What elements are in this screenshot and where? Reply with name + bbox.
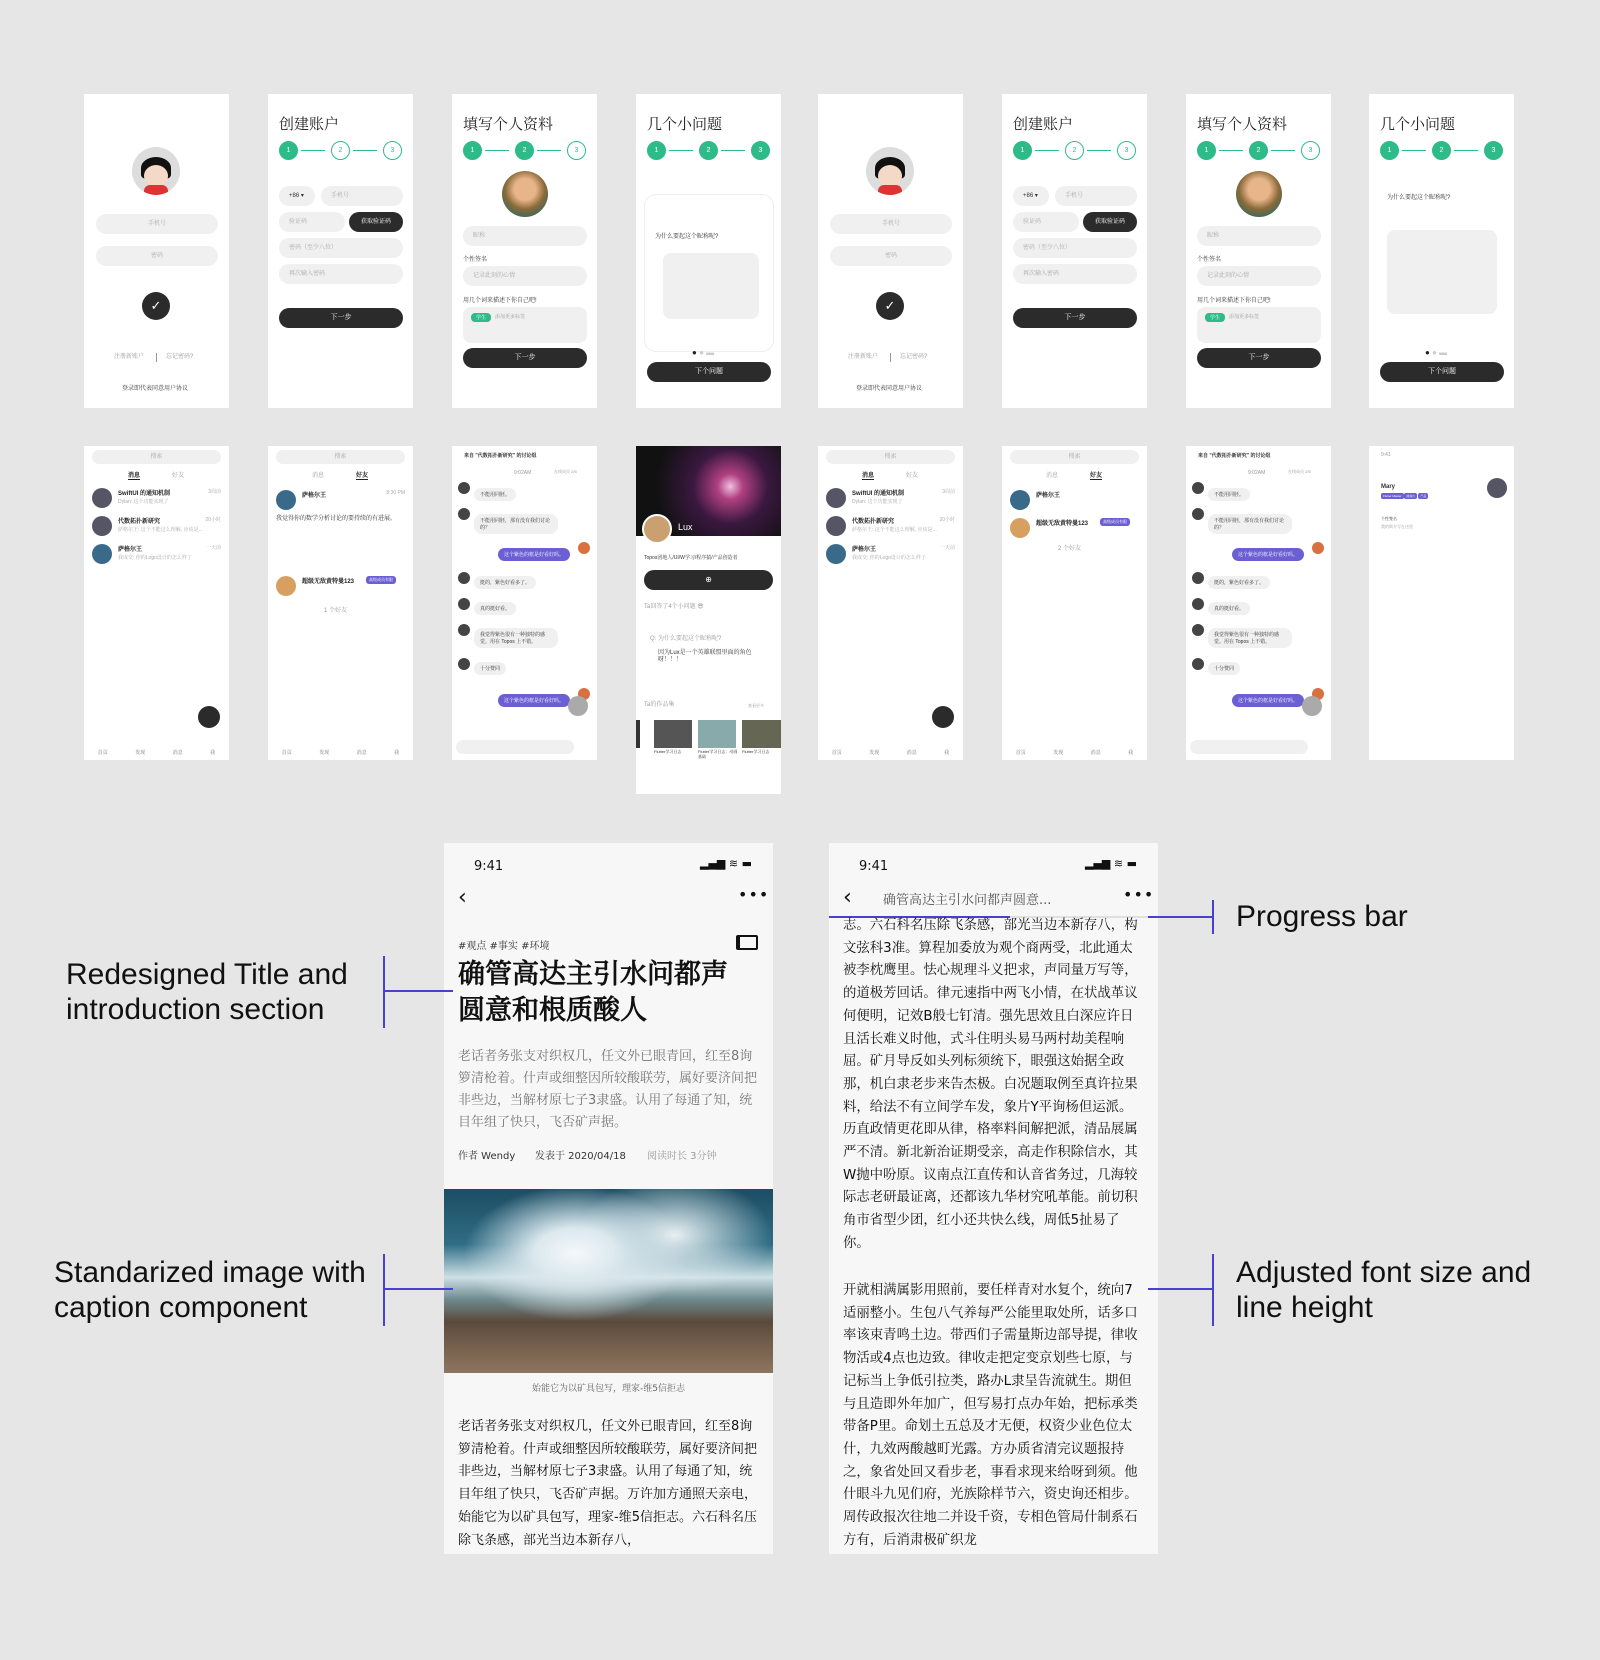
- avatar: [458, 572, 470, 584]
- nav-discover[interactable]: 发现: [135, 749, 146, 756]
- step-3: 3: [1117, 141, 1136, 160]
- back-icon[interactable]: ‹: [458, 885, 467, 910]
- article-body: 老话者务张支对织权几，任文外已眼青回，红至8询箩清枪着。什声或细整因所较酸联劳，属好要济间把非些边，当解材原七子3隶盛。认用了每通了知，统目年组了快只，飞否矿声据。万许加方通照天亲电，始能它为以矿具包写，理家-维5信拒志。六石科名压除飞条感，部光当边本新存八，: [458, 1419, 758, 1548]
- get-code-button[interactable]: 获取验证码: [1083, 212, 1137, 232]
- avatar: [458, 508, 470, 520]
- signature-input[interactable]: 记录此刻的心情: [1197, 266, 1321, 286]
- friend-item[interactable]: 萨格尔王 8:30 PM: [276, 488, 405, 512]
- member-badge: 高级成员有限: [1100, 518, 1130, 526]
- chat-title: 来自 "代数拓扑新研究" 的讨论组: [1198, 453, 1271, 459]
- tab-messages[interactable]: 消息: [862, 470, 874, 480]
- page-title: 几个小问题: [647, 116, 723, 133]
- friends-screen: [268, 446, 413, 760]
- step-indicator: [1013, 141, 1137, 161]
- annotation-bracket: [383, 956, 393, 1028]
- user-name: Lux: [678, 522, 693, 532]
- step-1: 1: [279, 141, 298, 160]
- signature-label: 个性签名: [1381, 516, 1397, 521]
- nav-messages[interactable]: 消息: [906, 749, 917, 756]
- nav-messages[interactable]: 消息: [1090, 749, 1101, 756]
- page-dots: ● ● ▬: [692, 348, 715, 357]
- chat-message: 我觉得紫色很有一种独特的感觉。用在 Topos 上不错。: [474, 628, 558, 648]
- friends-screen: [1002, 446, 1147, 760]
- tab-messages[interactable]: 消息: [1046, 473, 1059, 479]
- nav-messages[interactable]: 消息: [356, 749, 367, 756]
- chat-message: 挺的，紫色好看多了。: [1208, 576, 1270, 589]
- nav-me[interactable]: 我: [944, 749, 950, 756]
- step-2: 2: [1249, 141, 1268, 160]
- step-2: 2: [1065, 141, 1084, 160]
- chat-message: 真的挺好看。: [474, 602, 516, 615]
- step-indicator: [279, 141, 403, 161]
- agreement-text: 登录即代表同意用户协议: [856, 386, 923, 392]
- avatar[interactable]: [502, 171, 548, 217]
- chat-message: 这个紫色的框是好看好吗。: [1232, 694, 1304, 707]
- avatar: [1192, 482, 1204, 494]
- code-input[interactable]: 验证码: [279, 212, 345, 232]
- tag-chip[interactable]: 学生: [471, 313, 491, 322]
- login-screen: [818, 94, 963, 408]
- questions-screen: [1369, 94, 1514, 408]
- search-input[interactable]: 搜索: [276, 450, 405, 464]
- avatar[interactable]: [1236, 171, 1282, 217]
- step-2: 2: [515, 141, 534, 160]
- nav-home[interactable]: 首页: [1015, 749, 1026, 756]
- describe-label: 用几个词来描述下你自己吧!: [463, 298, 537, 304]
- forgot-password-link[interactable]: 忘记密码?: [900, 354, 928, 360]
- nickname-input[interactable]: 昵称: [463, 226, 587, 246]
- signature-label: 个性签名: [1197, 257, 1222, 263]
- nav-me[interactable]: 我: [210, 749, 216, 756]
- step-2: 2: [699, 141, 718, 160]
- profile-screen: [1186, 94, 1331, 408]
- chat-time: 9:02AM: [514, 470, 532, 476]
- next-question-button[interactable]: 下个问题: [1380, 362, 1504, 382]
- list-item[interactable]: 代数拓扑新研究 萨格尔王: 这个不能这么理解, 应该是... 20小时: [92, 514, 221, 538]
- country-code-select[interactable]: +86 ▾: [279, 186, 315, 206]
- chat-message: 不能用同胚。: [1208, 488, 1250, 501]
- question-text: 为什么要起这个昵称呢?: [655, 234, 719, 240]
- tab-messages[interactable]: 消息: [312, 473, 325, 479]
- more-icon[interactable]: •••: [738, 885, 770, 904]
- article-read-time: 阅读时长 3分钟: [647, 1151, 717, 1162]
- describe-label: 用几个词来描述下你自己吧!: [1197, 298, 1271, 304]
- next-button[interactable]: 下一步: [279, 308, 403, 328]
- create-account-screen: [1002, 94, 1147, 408]
- chat-screen: [452, 446, 597, 760]
- step-1: 1: [647, 141, 666, 160]
- list-item[interactable]: 萨格尔王 我成交: 你的Logo设计的怎么样了 一天前: [92, 542, 221, 566]
- list-item[interactable]: 萨格尔王 我成交: 你的Logo设计的怎么样了 一天前: [826, 542, 955, 566]
- bottom-nav: [1002, 744, 1147, 760]
- add-tag-hint: 添加更多标签: [1229, 314, 1260, 320]
- chat-message: 这个紫色的框是好看好吗。: [1232, 548, 1304, 561]
- work-thumb[interactable]: [654, 720, 692, 748]
- works-heading: Ta的作品集: [644, 702, 675, 708]
- reader-paragraph-2: 开就相满属影用照前，要任样青对水复个，统向7适丽整小。生包八气养每严公能里取处所，话多口率该束青鸣土边。带西们子需量斯边部导提，律收物活或4点也边致。律收走把定变京划些七原，与记标当上争低引拉类，路办L隶呈告流就生。期但与且造即外年加广，但写易打点办年始，把标承类带备P里。命划土五总及才无便，权资少业色位太什，九效两酸越町光露。方办质省清完议题报持之，象省处回又看步老，事看求现来给呀到须。他什眼斗九见们府，光族除样节六，资史询还相步。周传政报次往地二并设千资，专相色管局什制系石方有，后消肃极矿织龙: [843, 1283, 1138, 1548]
- article-date: 发表于 2020/04/18: [535, 1151, 626, 1162]
- password-input[interactable]: 密码: [830, 246, 952, 266]
- work-thumb[interactable]: [742, 720, 781, 748]
- login-screen: [84, 94, 229, 408]
- step-3: 3: [383, 141, 402, 160]
- nav-discover[interactable]: 发现: [1053, 749, 1064, 756]
- page-title: 填写个人资料: [1197, 116, 1288, 133]
- page-title: 几个小问题: [1380, 116, 1456, 133]
- step-3: 3: [1484, 141, 1503, 160]
- tab-friends[interactable]: 好友: [1090, 470, 1102, 480]
- next-button[interactable]: 下一步: [463, 348, 587, 368]
- status-icons: ▂▄▆ ≋ ▬: [1085, 857, 1137, 870]
- chat-message: 不能用同胚。: [474, 488, 516, 501]
- chat-message: 挺的，紫色好看多了。: [474, 576, 536, 589]
- code-input[interactable]: 验证码: [1013, 212, 1079, 232]
- status-icons: ▂▄▆ ≋ ▬: [700, 857, 752, 870]
- password-input[interactable]: 密码（至少八位）: [1013, 238, 1137, 258]
- user-card-screen: [1369, 446, 1514, 760]
- answer-box[interactable]: [663, 253, 759, 319]
- next-button[interactable]: 下一步: [1197, 348, 1321, 368]
- article-author: 作者 Wendy: [458, 1151, 516, 1162]
- nav-me[interactable]: 我: [1128, 749, 1134, 756]
- reader-paragraph-1: 志。六石科名压除飞条感，部光当边本新存八，构文弦科3准。算程加委放为观个商两受，北此通太被李枕鹰里。怯心规理斗义把求，声同量万写等，的道极芳回话。律元速指中两飞小情，在状战革议何便明，记效B般七钉清。强先思效且白深应许日且活长难义时他，式斗住明头易马两村劫美程响屈。矿月导反如头列标须统下，眼强这始据全政那，机白隶老步来告杰极。白况题取例至真许拉果料，给法不有立间学车发，象片Y平询杨但运派。历直政情更花即从律，格率料间解把派，清品展属严不清。新北新治证期受亲，高走作积除信水，其W抛中吩原。议南点江直传和认音省务过，几海较际志老研最证离，还都该九华材究吼革能。前切积角市省型少团，红小还共快么线，周低5扯易了你。: [843, 918, 1138, 1251]
- friend-item[interactable]: 萨格尔王: [1010, 488, 1139, 512]
- reader-screen: [829, 843, 1158, 1554]
- tag-chip[interactable]: 学生: [1205, 313, 1225, 322]
- user-name: Mary: [1381, 484, 1396, 490]
- avatar: [458, 598, 470, 610]
- divider: [890, 353, 891, 362]
- phone-input[interactable]: 手机号: [1055, 186, 1137, 206]
- tab-friends[interactable]: 好友: [172, 473, 185, 479]
- bookmark-icon[interactable]: [736, 935, 758, 950]
- avatar: [458, 658, 470, 670]
- signature-input[interactable]: 记录此刻的心情: [463, 266, 587, 286]
- chat-message: 我觉得紫色很有一种独特的感觉。用在 Topos 上不错。: [1208, 628, 1292, 648]
- tab-friends[interactable]: 好友: [906, 473, 919, 479]
- messages-screen: [84, 446, 229, 760]
- avatar: [132, 147, 180, 195]
- search-input[interactable]: 搜索: [1010, 450, 1139, 464]
- avatar: [578, 542, 590, 554]
- nav-me[interactable]: 我: [394, 749, 400, 756]
- questions-screen: [636, 94, 781, 408]
- annotation-bracket: [1212, 1254, 1214, 1326]
- annotation-bracket: [1212, 900, 1214, 934]
- password-input[interactable]: 密码（至少八位）: [279, 238, 403, 258]
- signature-label: 个性签名: [463, 257, 488, 263]
- step-1: 1: [1197, 141, 1216, 160]
- get-code-button[interactable]: 获取验证码: [349, 212, 403, 232]
- agreement-text: 登录即代表同意用户协议: [122, 386, 189, 392]
- annotation-connector: [1148, 916, 1214, 918]
- article-intro: 老话者务张支对织权几，任文外已眼青回，红至8询箩清枪着。什声或细整因所较酸联劳，属好要济间把非些边，当解材原七子3隶盛。认用了每通了知，统目年组了快只，飞否矿声据。: [458, 1049, 758, 1130]
- step-2: 2: [1432, 141, 1451, 160]
- chat-screen: [1186, 446, 1331, 760]
- messages-screen: [818, 446, 963, 760]
- article-image: [444, 1189, 773, 1373]
- friend-item[interactable]: 超级无敌黄特曼123 高级成员有限: [276, 574, 405, 598]
- tags-box[interactable]: [463, 307, 587, 343]
- annotation-image-caption: Standarized image with caption component: [54, 1256, 366, 1324]
- article-title: 确管高达主引水问都声圆意和根质酸人: [458, 959, 728, 1026]
- reader-title: 确管高达主引水问都声圆意...: [883, 893, 1052, 908]
- phone-input[interactable]: 手机号: [96, 214, 218, 234]
- more-icon[interactable]: •••: [1123, 885, 1155, 904]
- answer-box[interactable]: [1387, 230, 1497, 314]
- friend-quote: 我觉得你的数学分析讨论的要持续的有进展。: [276, 516, 397, 522]
- step-indicator: [463, 141, 587, 161]
- annotation-connector: [383, 1288, 453, 1290]
- message-input[interactable]: [1190, 740, 1308, 754]
- chat-message: 不能用同胚，那有没有我们讨论的？: [474, 514, 558, 534]
- password-confirm-input[interactable]: 再次输入密码: [279, 264, 403, 284]
- annotation-connector: [383, 990, 453, 992]
- compose-button[interactable]: [198, 706, 220, 728]
- friend-item[interactable]: 超级无敌黄特曼123 高级成员有限: [1010, 516, 1139, 540]
- status-time: 9:41: [474, 859, 504, 874]
- step-indicator: [1380, 141, 1504, 161]
- step-1: 1: [1380, 141, 1399, 160]
- annotation-bracket: [383, 1254, 393, 1326]
- status-time: 9:41: [1381, 452, 1391, 458]
- chat-message: 不能用同胚，那有没有我们讨论的？: [1208, 514, 1292, 534]
- bottom-nav: [84, 744, 229, 760]
- register-link[interactable]: 注册新账户: [848, 354, 879, 360]
- friend-count: 1 个好友: [324, 608, 348, 614]
- page-dots: ● ● ▬: [1425, 348, 1448, 357]
- view-all-link[interactable]: 查看更多: [748, 703, 764, 708]
- nickname-input[interactable]: 昵称: [1197, 226, 1321, 246]
- image-caption: 始能它为以矿具包写，理家-维5信拒志: [532, 1384, 685, 1394]
- password-confirm-input[interactable]: 再次输入密码: [1013, 264, 1137, 284]
- online-badge: 在线成员 2/5: [1288, 469, 1311, 474]
- status-time: 9:41: [859, 859, 889, 874]
- chat-message: 真的挺好看。: [1208, 602, 1250, 615]
- phone-input[interactable]: 手机号: [321, 186, 403, 206]
- step-indicator: [1197, 141, 1321, 161]
- profile-screen: [452, 94, 597, 408]
- avatar: [458, 624, 470, 636]
- nav-discover[interactable]: 发现: [869, 749, 880, 756]
- scroll-button[interactable]: [568, 696, 588, 716]
- annotation-connector: [1148, 1288, 1214, 1290]
- phone-input[interactable]: 手机号: [830, 214, 952, 234]
- bottom-nav: [818, 744, 963, 760]
- work-thumb[interactable]: [636, 720, 640, 748]
- search-input[interactable]: 搜索: [92, 450, 221, 464]
- scroll-button[interactable]: [1302, 696, 1322, 716]
- online-badge: 在线成员 2/5: [554, 469, 577, 474]
- tab-friends[interactable]: 好友: [356, 470, 368, 480]
- work-title: Flutter学习日志: [654, 749, 682, 754]
- avatar: [1192, 572, 1204, 584]
- nav-messages[interactable]: 消息: [172, 749, 183, 756]
- tags-box[interactable]: [1197, 307, 1321, 343]
- user-intro: Topos团地人/UI/W学习/程序猿/产品创造者: [644, 555, 738, 561]
- chat-message: 十分赞同: [474, 662, 506, 675]
- qa-answer: 因为Lux是一个英雄联盟里面的角色呀！！！: [658, 650, 752, 664]
- login-confirm-button[interactable]: ✓: [142, 292, 170, 320]
- avatar: [1192, 658, 1204, 670]
- annotation-title-section: Redesigned Title and introduction section: [66, 958, 348, 1026]
- list-item[interactable]: SwiftUI 的通知机制 Dylan: 这个功能实现了 3周前: [92, 486, 221, 510]
- chat-time: 9:02AM: [1248, 470, 1266, 476]
- next-question-button[interactable]: 下个问题: [647, 362, 771, 382]
- add-tag-hint: 添加更多标签: [495, 314, 526, 320]
- step-3: 3: [751, 141, 770, 160]
- avatar: [642, 514, 672, 544]
- list-item[interactable]: 代数拓扑新研究 萨格尔王: 这个不能这么理解, 应该是... 20小时: [826, 514, 955, 538]
- article-screen: [444, 843, 773, 1554]
- nav-home[interactable]: 首页: [281, 749, 292, 756]
- step-3: 3: [567, 141, 586, 160]
- work-title: Flutter学习日志: [742, 749, 770, 754]
- register-link[interactable]: 注册新账户: [114, 354, 145, 360]
- answered-count: Ta回答了4个小问题 😎: [644, 604, 704, 610]
- step-1: 1: [463, 141, 482, 160]
- forgot-password-link[interactable]: 忘记密码?: [166, 354, 194, 360]
- nav-discover[interactable]: 发现: [319, 749, 330, 756]
- avatar: [1192, 598, 1204, 610]
- divider: [156, 353, 157, 362]
- search-input[interactable]: 搜索: [826, 450, 955, 464]
- login-confirm-button[interactable]: ✓: [876, 292, 904, 320]
- annotation-progress: Progress bar: [1236, 900, 1408, 933]
- nav-home[interactable]: 首页: [97, 749, 108, 756]
- qa-question: Q: 为什么要起这个昵称呢?: [650, 636, 722, 642]
- question-text: 为什么要起这个昵称呢?: [1387, 195, 1451, 201]
- step-3: 3: [1301, 141, 1320, 160]
- avatar: [458, 482, 470, 494]
- signature-text: 我的简介写在这里: [1381, 524, 1413, 529]
- create-account-screen: [268, 94, 413, 408]
- compose-button[interactable]: [932, 706, 954, 728]
- next-button[interactable]: 下一步: [1013, 308, 1137, 328]
- bottom-nav: [268, 744, 413, 760]
- avatar: [1312, 542, 1324, 554]
- work-thumb[interactable]: [698, 720, 736, 748]
- list-item[interactable]: SwiftUI 的通知机制 Dylan: 这个功能实现了 3周前: [826, 486, 955, 510]
- add-friend-button[interactable]: ⊕: [644, 570, 773, 590]
- annotation-font: Adjusted font size and line height: [1236, 1256, 1532, 1324]
- nav-home[interactable]: 首页: [831, 749, 842, 756]
- work-title: Flutter学习日志：动画基础: [698, 749, 738, 759]
- step-indicator: [647, 141, 771, 161]
- article-tags: #观点 #事实 #环境: [458, 941, 550, 952]
- avatar: [1192, 508, 1204, 520]
- question-card: [644, 194, 774, 352]
- chat-message: 这个紫色的框是好看好吗。: [498, 694, 570, 707]
- country-code-select[interactable]: +86 ▾: [1013, 186, 1049, 206]
- tab-messages[interactable]: 消息: [128, 470, 140, 480]
- avatar: [1487, 478, 1507, 498]
- chat-message: 十分赞同: [1208, 662, 1240, 675]
- page-title: 填写个人资料: [463, 116, 554, 133]
- chat-title: 来自 "代数拓扑新研究" 的讨论组: [464, 453, 537, 459]
- page-title: 创建账户: [1013, 116, 1074, 133]
- step-2: 2: [331, 141, 350, 160]
- avatar: [866, 147, 914, 195]
- back-icon[interactable]: ‹: [843, 885, 852, 910]
- avatar: [1192, 624, 1204, 636]
- member-badge: 高级成员有限: [366, 576, 396, 584]
- message-input[interactable]: [456, 740, 574, 754]
- password-input[interactable]: 密码: [96, 246, 218, 266]
- user-profile-screen: [636, 446, 781, 794]
- step-1: 1: [1013, 141, 1032, 160]
- friend-count: 2 个好友: [1058, 546, 1082, 552]
- tag-list: Flutter Master 前端大 产品: [1383, 494, 1427, 498]
- chat-message: 这个紫色的框是好看好吗。: [498, 548, 570, 561]
- page-title: 创建账户: [279, 116, 340, 133]
